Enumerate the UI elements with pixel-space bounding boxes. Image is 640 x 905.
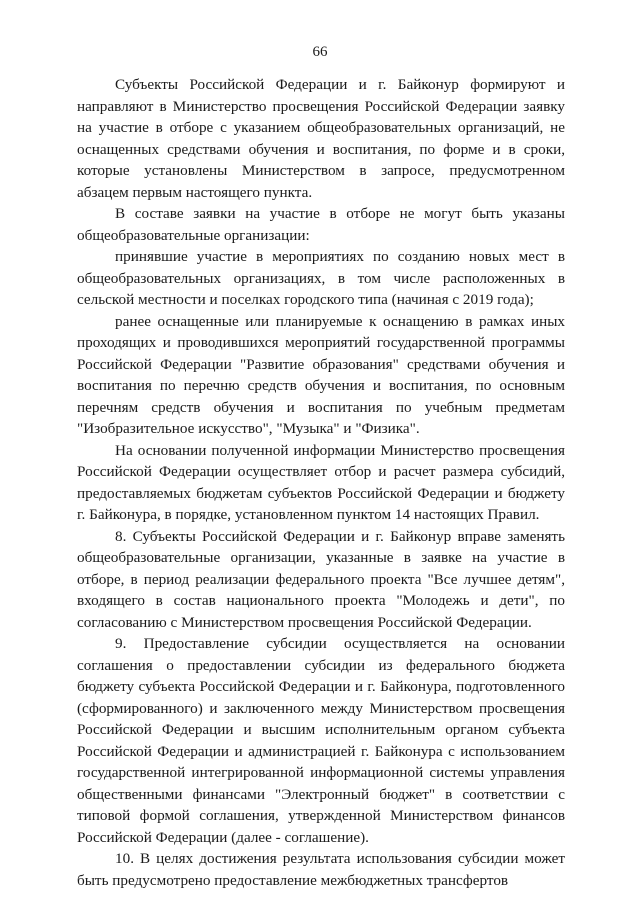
page-number: 66 — [312, 44, 328, 60]
paragraph-item-8: 8. Субъекты Российской Федерации и г. Байконур вправе заменять общеобразовательные организации, указанные в заявке на участие в отборе, в период реализации федерального проекта "Все лучшее детям", входящего в состав национального проекта "Молодежь и дети", по согласованию с Министерством просвещения Российской Федерации. — [77, 527, 565, 631]
paragraph-submission: Субъекты Российской Федерации и г. Байконур формируют и направляют в Министерство просвещения Российской Федерации заявку на участие в отборе с указанием общеобразовательных организаций, не оснащенных средствами обучения и воспитания, по форме и в сроки, которые установлены Министерством в запросе, предусмотренном абзацем первым настоящего пункта. — [77, 76, 565, 201]
paragraph-exclusion-new-places: принявшие участие в мероприятиях по созданию новых мест в общеобразовательных организациях, в том числе расположенных в сельской местности и поселках городского типа (начиная с 2019 года); — [77, 248, 565, 308]
paragraph-item-10: 10. В целях достижения результата использования субсидии может быть предусмотрено предоставление межбюджетных трансфертов — [77, 850, 565, 889]
document-body — [77, 74, 565, 891]
paragraph-exclusion-equipped: ранее оснащенные или планируемые к оснащению в рамках иных проходящих и проводившихся мероприятий государственной программы Российской Федерации "Развитие образования" средствами обучения и воспитания по перечню средств обучения и воспитания, по основным перечням средств обучения и воспитания по учебным предметам "Изобразительное искусство", "Музыка" и "Физика". — [77, 312, 565, 437]
paragraph-item-9: 9. Предоставление субсидии осуществляется на основании соглашения о предоставлении субсидии из федерального бюджета бюджету субъекта Российской Федерации и г. Байконура, подготовленного (сформированного) и заключенного между Министерством просвещения Российской Федерации и высшим исполнительным органом субъекта Российской Федерации и администрацией г. Байконура с использованием государственной интегрированной информационной системы управления общественными финансами "Электронный бюджет" в соответствии с типовой формой соглашения, утвержденной Министерством финансов Российской Федерации (далее - соглашение). — [77, 635, 565, 846]
paragraph-selection: На основании полученной информации Министерство просвещения Российской Федерации осуществляет отбор и расчет размера субсидий, предоставляемых бюджетам субъектов Российской Федерации и бюджету г. Байконура, в порядке, установленном пунктом 14 настоящих Правил. — [77, 441, 565, 523]
paragraph-exclusions-intro: В составе заявки на участие в отборе не могут быть указаны общеобразовательные организации: — [77, 205, 565, 244]
